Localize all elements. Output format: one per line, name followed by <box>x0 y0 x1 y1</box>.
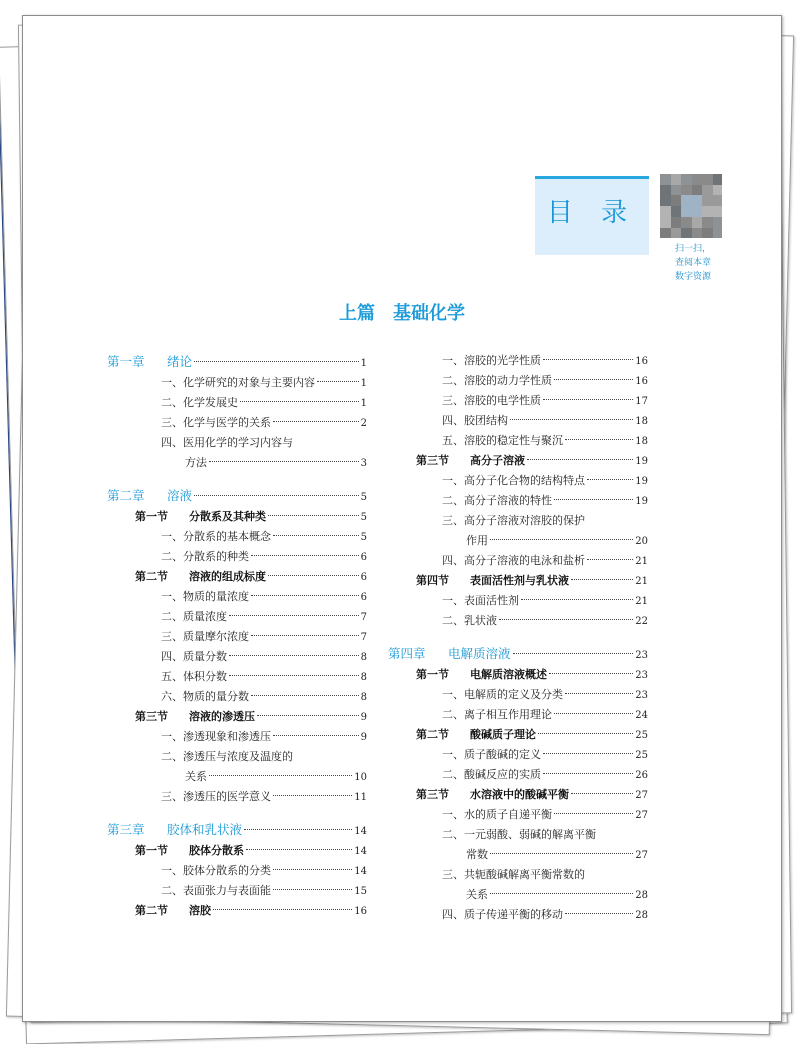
toc-item-entry[interactable] <box>388 705 648 725</box>
leader-dots <box>251 595 359 596</box>
leader-dots <box>571 793 633 794</box>
leader-dots <box>554 813 633 814</box>
page-number: 16 <box>354 906 367 917</box>
entry-text <box>161 527 271 547</box>
entry-title: 二、溶胶的动力学性质 <box>442 374 552 387</box>
entry-title: 溶液的组成标度 <box>189 570 266 583</box>
toc-section-entry[interactable] <box>107 707 367 727</box>
leader-dots <box>538 733 633 734</box>
entry-title: 二、表面张力与表面能 <box>161 884 271 897</box>
page-number: 16 <box>635 376 648 387</box>
leader-dots <box>554 713 633 714</box>
entry-text <box>442 351 541 371</box>
entry-text <box>416 571 569 591</box>
toc-item-entry[interactable] <box>107 881 367 901</box>
toc-section-entry[interactable] <box>388 665 648 685</box>
page-number: 8 <box>360 692 367 703</box>
page-number: 6 <box>360 572 367 583</box>
entry-title: 四、质量分数 <box>161 650 227 663</box>
entry-text <box>442 391 541 411</box>
leader-dots <box>209 775 352 776</box>
entry-title: 二、渗透压与浓度及温度的 <box>161 750 293 763</box>
entry-number: 第三节 <box>416 788 449 801</box>
entry-title: 一、分散系的基本概念 <box>161 530 271 543</box>
toc-item-entry[interactable] <box>388 431 648 451</box>
toc-section-entry[interactable] <box>107 567 367 587</box>
toc-item-entry[interactable] <box>107 627 367 647</box>
entry-title: 二、乳状液 <box>442 614 497 627</box>
toc-section-entry[interactable] <box>388 725 648 745</box>
entry-title: 一、溶胶的光学性质 <box>442 354 541 367</box>
entry-text <box>161 373 315 393</box>
leader-dots <box>543 773 633 774</box>
entry-number: 第二节 <box>135 570 168 583</box>
page-number: 1 <box>360 358 367 369</box>
entry-text <box>466 531 488 551</box>
entry-title: 一、表面活性剂 <box>442 594 519 607</box>
entry-text <box>161 861 271 881</box>
leader-dots <box>565 693 633 694</box>
page-number: 25 <box>635 730 648 741</box>
entry-text <box>135 707 255 727</box>
entry-text <box>442 765 541 785</box>
page-number: 15 <box>354 886 367 897</box>
entry-title: 六、物质的量分数 <box>161 690 249 703</box>
toc-column-right <box>388 351 648 925</box>
entry-text <box>161 627 249 647</box>
leader-dots <box>229 615 359 616</box>
page-number: 5 <box>360 512 367 523</box>
entry-title: 高分子溶液 <box>470 454 525 467</box>
toc-title: 目 录 <box>546 198 638 228</box>
entry-text <box>161 587 249 607</box>
page-number: 20 <box>635 536 648 547</box>
qr-caption-line: 查阅本章 <box>674 258 711 268</box>
toc-item-entry[interactable] <box>388 825 648 845</box>
toc-item-entry[interactable] <box>388 745 648 765</box>
toc-item-entry[interactable] <box>388 611 648 631</box>
toc-item-entry[interactable] <box>107 373 367 393</box>
leader-dots <box>246 849 352 850</box>
entry-title: 一、电解质的定义及分类 <box>442 688 563 701</box>
entry-number: 第二节 <box>416 728 449 741</box>
page-number: 19 <box>635 476 648 487</box>
page-number: 16 <box>635 356 648 367</box>
leader-dots <box>587 559 633 560</box>
toc-item-continuation[interactable] <box>107 453 367 473</box>
toc-item-entry[interactable] <box>107 547 367 567</box>
qr-caption-line: 数字资源 <box>674 272 711 282</box>
leader-dots <box>273 535 359 536</box>
entry-text <box>161 727 271 747</box>
entry-title: 二、酸碱反应的实质 <box>442 768 541 781</box>
leader-dots <box>510 419 633 420</box>
toc-item-entry[interactable] <box>107 787 367 807</box>
page-number: 21 <box>635 556 648 567</box>
entry-text <box>442 865 585 885</box>
page-number: 17 <box>635 396 648 407</box>
leader-dots <box>521 599 633 600</box>
entry-title: 一、质子酸碱的定义 <box>442 748 541 761</box>
entry-title: 一、水的质子自递平衡 <box>442 808 552 821</box>
entry-text <box>442 825 596 845</box>
entry-title: 一、物质的量浓度 <box>161 590 249 603</box>
page-number: 21 <box>635 596 648 607</box>
entry-text <box>442 431 563 451</box>
entry-title: 五、溶胶的稳定性与聚沉 <box>442 434 563 447</box>
entry-title: 溶胶 <box>189 904 211 917</box>
entry-number: 第三节 <box>135 710 168 723</box>
entry-title: 关系 <box>185 770 207 783</box>
toc-column-left <box>107 351 367 921</box>
entry-title: 二、化学发展史 <box>161 396 238 409</box>
toc-chapter-entry[interactable] <box>388 643 648 665</box>
toc-item-entry[interactable] <box>107 727 367 747</box>
leader-dots <box>273 735 359 736</box>
toc-item-continuation[interactable] <box>107 767 367 787</box>
toc-item-entry[interactable] <box>388 511 648 531</box>
entry-text <box>161 747 293 767</box>
page-number: 26 <box>635 770 648 781</box>
entry-text <box>442 905 563 925</box>
toc-item-continuation[interactable] <box>388 885 648 905</box>
entry-text <box>107 351 192 373</box>
page-number: 11 <box>354 792 367 803</box>
entry-title: 水溶液中的酸碱平衡 <box>470 788 569 801</box>
leader-dots <box>549 673 633 674</box>
leader-dots <box>527 459 633 460</box>
qr-caption <box>653 242 733 284</box>
entry-title: 一、渗透现象和渗透压 <box>161 730 271 743</box>
page-number: 25 <box>635 750 648 761</box>
leader-dots <box>229 675 359 676</box>
entry-text <box>442 511 585 531</box>
leader-dots <box>194 361 359 362</box>
entry-title: 四、高分子溶液的电泳和盐析 <box>442 554 585 567</box>
entry-title: 三、化学与医学的关系 <box>161 416 271 429</box>
entry-text <box>107 819 242 841</box>
leader-dots <box>268 515 359 516</box>
entry-title: 作用 <box>466 534 488 547</box>
leader-dots <box>229 655 359 656</box>
part-title: 上篇 基础化学 <box>339 303 465 324</box>
leader-dots <box>257 715 359 716</box>
toc-item-entry[interactable] <box>388 591 648 611</box>
leader-dots <box>543 399 633 400</box>
entry-title: 胶体分散系 <box>189 844 244 857</box>
entry-title: 一、化学研究的对象与主要内容 <box>161 376 315 389</box>
entry-text <box>161 607 227 627</box>
leader-dots <box>273 421 359 422</box>
toc-item-entry[interactable] <box>388 371 648 391</box>
page-number: 8 <box>360 672 367 683</box>
entry-title: 三、溶胶的电学性质 <box>442 394 541 407</box>
page-number: 27 <box>635 790 648 801</box>
leader-dots <box>273 869 352 870</box>
toc-item-continuation[interactable] <box>388 531 648 551</box>
entry-title: 三、高分子溶液对溶胶的保护 <box>442 514 585 527</box>
toc-item-entry[interactable] <box>388 551 648 571</box>
toc-item-entry[interactable] <box>388 491 648 511</box>
page-number: 2 <box>360 418 367 429</box>
entry-title: 二、高分子溶液的特性 <box>442 494 552 507</box>
page-number: 6 <box>360 552 367 563</box>
page-number: 23 <box>635 690 648 701</box>
toc-section-entry[interactable] <box>388 571 648 591</box>
leader-dots <box>317 381 359 382</box>
page-number: 9 <box>360 732 367 743</box>
entry-text <box>442 371 552 391</box>
page-number: 5 <box>360 492 367 503</box>
toc-item-entry[interactable] <box>388 685 648 705</box>
entry-title: 二、质量浓度 <box>161 610 227 623</box>
page-number: 23 <box>635 650 648 661</box>
leader-dots <box>554 379 633 380</box>
entry-text <box>442 745 541 765</box>
entry-number: 第三节 <box>416 454 449 467</box>
entry-text <box>388 643 511 665</box>
entry-text <box>107 485 192 507</box>
entry-number: 第四章 <box>388 646 426 661</box>
entry-title: 三、质量摩尔浓度 <box>161 630 249 643</box>
entry-title: 溶液的渗透压 <box>189 710 255 723</box>
leader-dots <box>251 555 359 556</box>
entry-title: 五、体积分数 <box>161 670 227 683</box>
page-number: 28 <box>635 910 648 921</box>
toc-section-entry[interactable] <box>107 901 367 921</box>
page-number: 27 <box>635 810 648 821</box>
page-number: 3 <box>360 458 367 469</box>
entry-number: 第一节 <box>135 844 168 857</box>
page-number: 18 <box>635 436 648 447</box>
entry-text <box>442 551 585 571</box>
entry-text <box>185 767 207 787</box>
entry-text <box>442 591 519 611</box>
leader-dots <box>490 853 633 854</box>
entry-text <box>135 507 266 527</box>
leader-dots <box>543 359 633 360</box>
entry-number: 第三章 <box>107 822 145 837</box>
entry-text <box>161 667 227 687</box>
spacer <box>388 631 648 643</box>
toc-item-entry[interactable] <box>107 747 367 767</box>
entry-text <box>185 453 207 473</box>
page-number: 23 <box>635 670 648 681</box>
entry-title: 三、渗透压的医学意义 <box>161 790 271 803</box>
entry-text <box>442 471 585 491</box>
entry-title: 溶液 <box>167 488 193 503</box>
toc-item-entry[interactable] <box>107 587 367 607</box>
page-number: 7 <box>360 612 367 623</box>
entry-number: 第一节 <box>135 510 168 523</box>
toc-item-entry[interactable] <box>107 861 367 881</box>
entry-text <box>161 433 293 453</box>
leader-dots <box>244 829 352 830</box>
entry-title: 方法 <box>185 456 207 469</box>
toc-item-entry[interactable] <box>107 413 367 433</box>
entry-number: 第二章 <box>107 488 145 503</box>
toc-item-entry[interactable] <box>388 351 648 371</box>
toc-item-entry[interactable] <box>107 687 367 707</box>
leader-dots <box>251 695 359 696</box>
leader-dots <box>554 499 633 500</box>
toc-chapter-entry[interactable] <box>107 819 367 841</box>
entry-title: 电解质溶液概述 <box>470 668 547 681</box>
entry-text <box>161 881 271 901</box>
entry-title: 四、胶团结构 <box>442 414 508 427</box>
entry-title: 分散系及其种类 <box>189 510 266 523</box>
entry-text <box>416 451 525 471</box>
entry-title: 二、一元弱酸、弱碱的解离平衡 <box>442 828 596 841</box>
entry-number: 第一节 <box>416 668 449 681</box>
leader-dots <box>213 909 352 910</box>
leader-dots <box>273 795 352 796</box>
toc-item-entry[interactable] <box>107 393 367 413</box>
leader-dots <box>194 495 359 496</box>
spacer <box>107 473 367 485</box>
toc-item-entry[interactable] <box>388 865 648 885</box>
leader-dots <box>490 893 633 894</box>
leader-dots <box>565 439 633 440</box>
entry-text <box>416 785 569 805</box>
toc-section-entry[interactable] <box>388 451 648 471</box>
toc-chapter-entry[interactable] <box>107 351 367 373</box>
toc-page <box>22 15 782 1022</box>
entry-text <box>161 687 249 707</box>
entry-title: 常数 <box>466 848 488 861</box>
entry-title: 四、医用化学的学习内容与 <box>161 436 293 449</box>
leader-dots <box>513 653 634 654</box>
toc-chapter-entry[interactable] <box>107 485 367 507</box>
entry-text <box>416 725 536 745</box>
page-number: 27 <box>635 850 648 861</box>
entry-text <box>442 705 552 725</box>
leader-dots <box>587 479 633 480</box>
entry-text <box>442 491 552 511</box>
toc-item-entry[interactable] <box>388 805 648 825</box>
toc-title-band <box>535 176 649 255</box>
page-number: 8 <box>360 652 367 663</box>
entry-text <box>442 685 563 705</box>
entry-text <box>161 647 227 667</box>
entry-title: 一、胶体分散系的分类 <box>161 864 271 877</box>
entry-title: 三、共轭酸碱解离平衡常数的 <box>442 868 585 881</box>
entry-text <box>161 413 271 433</box>
page-number: 19 <box>635 496 648 507</box>
leader-dots <box>251 635 359 636</box>
entry-text <box>161 547 249 567</box>
entry-number: 第四节 <box>416 574 449 587</box>
toc-item-entry[interactable] <box>107 647 367 667</box>
qr-caption-line: 扫一扫， <box>674 244 711 254</box>
page-number: 9 <box>360 712 367 723</box>
page-number: 7 <box>360 632 367 643</box>
leader-dots <box>499 619 633 620</box>
page-number: 14 <box>354 846 367 857</box>
toc-item-entry[interactable] <box>107 667 367 687</box>
entry-text <box>135 901 211 921</box>
page-number: 19 <box>635 456 648 467</box>
leader-dots <box>490 539 633 540</box>
page-number: 10 <box>354 772 367 783</box>
toc-section-entry[interactable] <box>107 841 367 861</box>
toc-item-entry[interactable] <box>388 765 648 785</box>
entry-text <box>416 665 547 685</box>
leader-dots <box>543 753 633 754</box>
leader-dots <box>273 889 352 890</box>
toc-item-continuation[interactable] <box>388 845 648 865</box>
leader-dots <box>209 461 359 462</box>
toc-section-entry[interactable] <box>388 785 648 805</box>
leader-dots <box>240 401 359 402</box>
entry-text <box>135 567 266 587</box>
page-number: 24 <box>635 710 648 721</box>
leader-dots <box>571 579 633 580</box>
toc-item-entry[interactable] <box>388 471 648 491</box>
page-number: 6 <box>360 592 367 603</box>
entry-title: 酸碱质子理论 <box>470 728 536 741</box>
entry-title: 二、离子相互作用理论 <box>442 708 552 721</box>
entry-text <box>442 411 508 431</box>
page-number: 28 <box>635 890 648 901</box>
entry-text <box>466 885 488 905</box>
page-number: 14 <box>354 866 367 877</box>
entry-title: 四、质子传递平衡的移动 <box>442 908 563 921</box>
entry-text <box>442 611 497 631</box>
toc-item-entry[interactable] <box>107 607 367 627</box>
entry-number: 第二节 <box>135 904 168 917</box>
toc-item-entry[interactable] <box>388 905 648 925</box>
entry-text <box>161 787 271 807</box>
page-number: 1 <box>360 378 367 389</box>
page-number: 14 <box>354 826 367 837</box>
toc-item-entry[interactable] <box>388 391 648 411</box>
entry-title: 胶体和乳状液 <box>167 822 243 837</box>
qr-code-icon[interactable] <box>660 174 722 238</box>
page-number: 21 <box>635 576 648 587</box>
entry-text <box>161 393 238 413</box>
toc-item-entry[interactable] <box>388 411 648 431</box>
leader-dots <box>565 913 633 914</box>
page-number: 18 <box>635 416 648 427</box>
entry-number: 第一章 <box>107 354 145 369</box>
page-number: 22 <box>635 616 648 627</box>
spacer <box>107 807 367 819</box>
page-number: 1 <box>360 398 367 409</box>
entry-title: 二、分散系的种类 <box>161 550 249 563</box>
toc-section-entry[interactable] <box>107 507 367 527</box>
leader-dots <box>268 575 359 576</box>
entry-title: 一、高分子化合物的结构特点 <box>442 474 585 487</box>
entry-title: 表面活性剂与乳状液 <box>470 574 569 587</box>
toc-item-entry[interactable] <box>107 433 367 453</box>
entry-text <box>466 845 488 865</box>
entry-title: 绪论 <box>167 354 193 369</box>
entry-text <box>442 805 552 825</box>
entry-text <box>135 841 244 861</box>
entry-title: 电解质溶液 <box>448 646 511 661</box>
toc-item-entry[interactable] <box>107 527 367 547</box>
entry-title: 关系 <box>466 888 488 901</box>
page-number: 5 <box>360 532 367 543</box>
